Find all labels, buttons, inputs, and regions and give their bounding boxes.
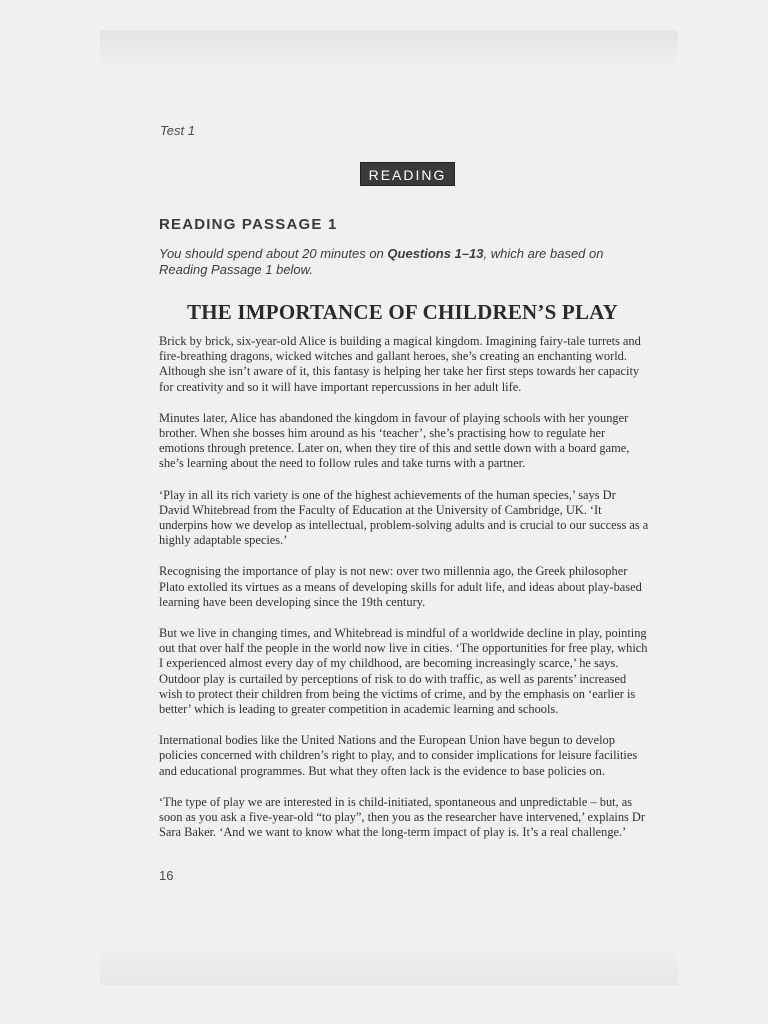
instructions-text-start: You should spend about 20 minutes on	[159, 246, 388, 261]
paragraph-3: ‘Play in all its rich variety is one of the highest achievements of the human species,’ says Dr David Whitebread from the Faculty of Education at the University of Cambridge, UK. ‘It underpins how we develop as intellectual, problem-solving adults and is crucial to our success as a highly adaptable species.’	[159, 487, 649, 548]
instructions-text-end: , which are based on Reading Passage 1 below.	[159, 246, 604, 277]
page-number: 16	[159, 868, 174, 883]
section-heading-box: READING	[360, 162, 455, 186]
running-head: Test 1	[160, 123, 195, 138]
instructions-questions: Questions 1–13	[387, 246, 484, 261]
paragraph-2: Minutes later, Alice has abandoned the kingdom in favour of playing schools with her younger brother. When she bosses him around as his ‘teacher’, she’s practising how to regulate her emotions through pretence. Later on, when they tire of this and settle down with a board game, she’s learning about the need to follow rules and take turns with a partner.	[159, 410, 630, 471]
paragraph-7: ‘The type of play we are interested in is child-initiated, spontaneous and unpredictable – but, as soon as you ask a five-year-old “to play”, then you as the researcher have intervened,’ explains Dr Sara Baker. ‘And we want to know what the long-term impact of play is. It’s a real challenge.’	[159, 794, 646, 840]
paragraph-4: Recognising the importance of play is not new: over two millennia ago, the Greek philosopher Plato extolled its virtues as a means of developing skills for adult life, and ideas about play-based learning have been developing since the 19th century.	[159, 564, 642, 609]
paragraph-5: But we live in changing times, and Whitebread is mindful of a worldwide decline in play, pointing out that over half the people in the world now live in cities. ‘The opportunities for free play, which I experienced almost every day of my childhood, are becoming increasingly scarce,’ he says. Outdoor play is curtailed by perceptions of risk to do with traffic, as well as parents’ increased wish to protect their children from being the victims of crime, and by the emphasis on ‘earlier is better’ which is leading to greater competition in academic learning and schools.	[159, 626, 648, 717]
paragraph-6: International bodies like the United Nations and the European Union have begun to develop policies concerned with children’s right to play, and to consider implications for leisure facilities and educational programmes. But what they often lack is the evidence to base policies on.	[159, 733, 638, 778]
paragraph-1: Brick by brick, six-year-old Alice is building a magical kingdom. Imagining fairy-tale turrets and fire-breathing dragons, wicked witches and gallant heroes, she’s creating an enchanting world. Although she isn’t aware of it, this fantasy is helping her take her first steps towards her capacity for creativity and so it will have important repercussions in her adult life.	[159, 334, 641, 394]
passage-body	[159, 334, 649, 856]
passage-label: READING PASSAGE 1	[159, 216, 338, 233]
instructions	[159, 246, 644, 278]
passage-title: THE IMPORTANCE OF CHILDREN’S PLAY	[187, 300, 618, 324]
